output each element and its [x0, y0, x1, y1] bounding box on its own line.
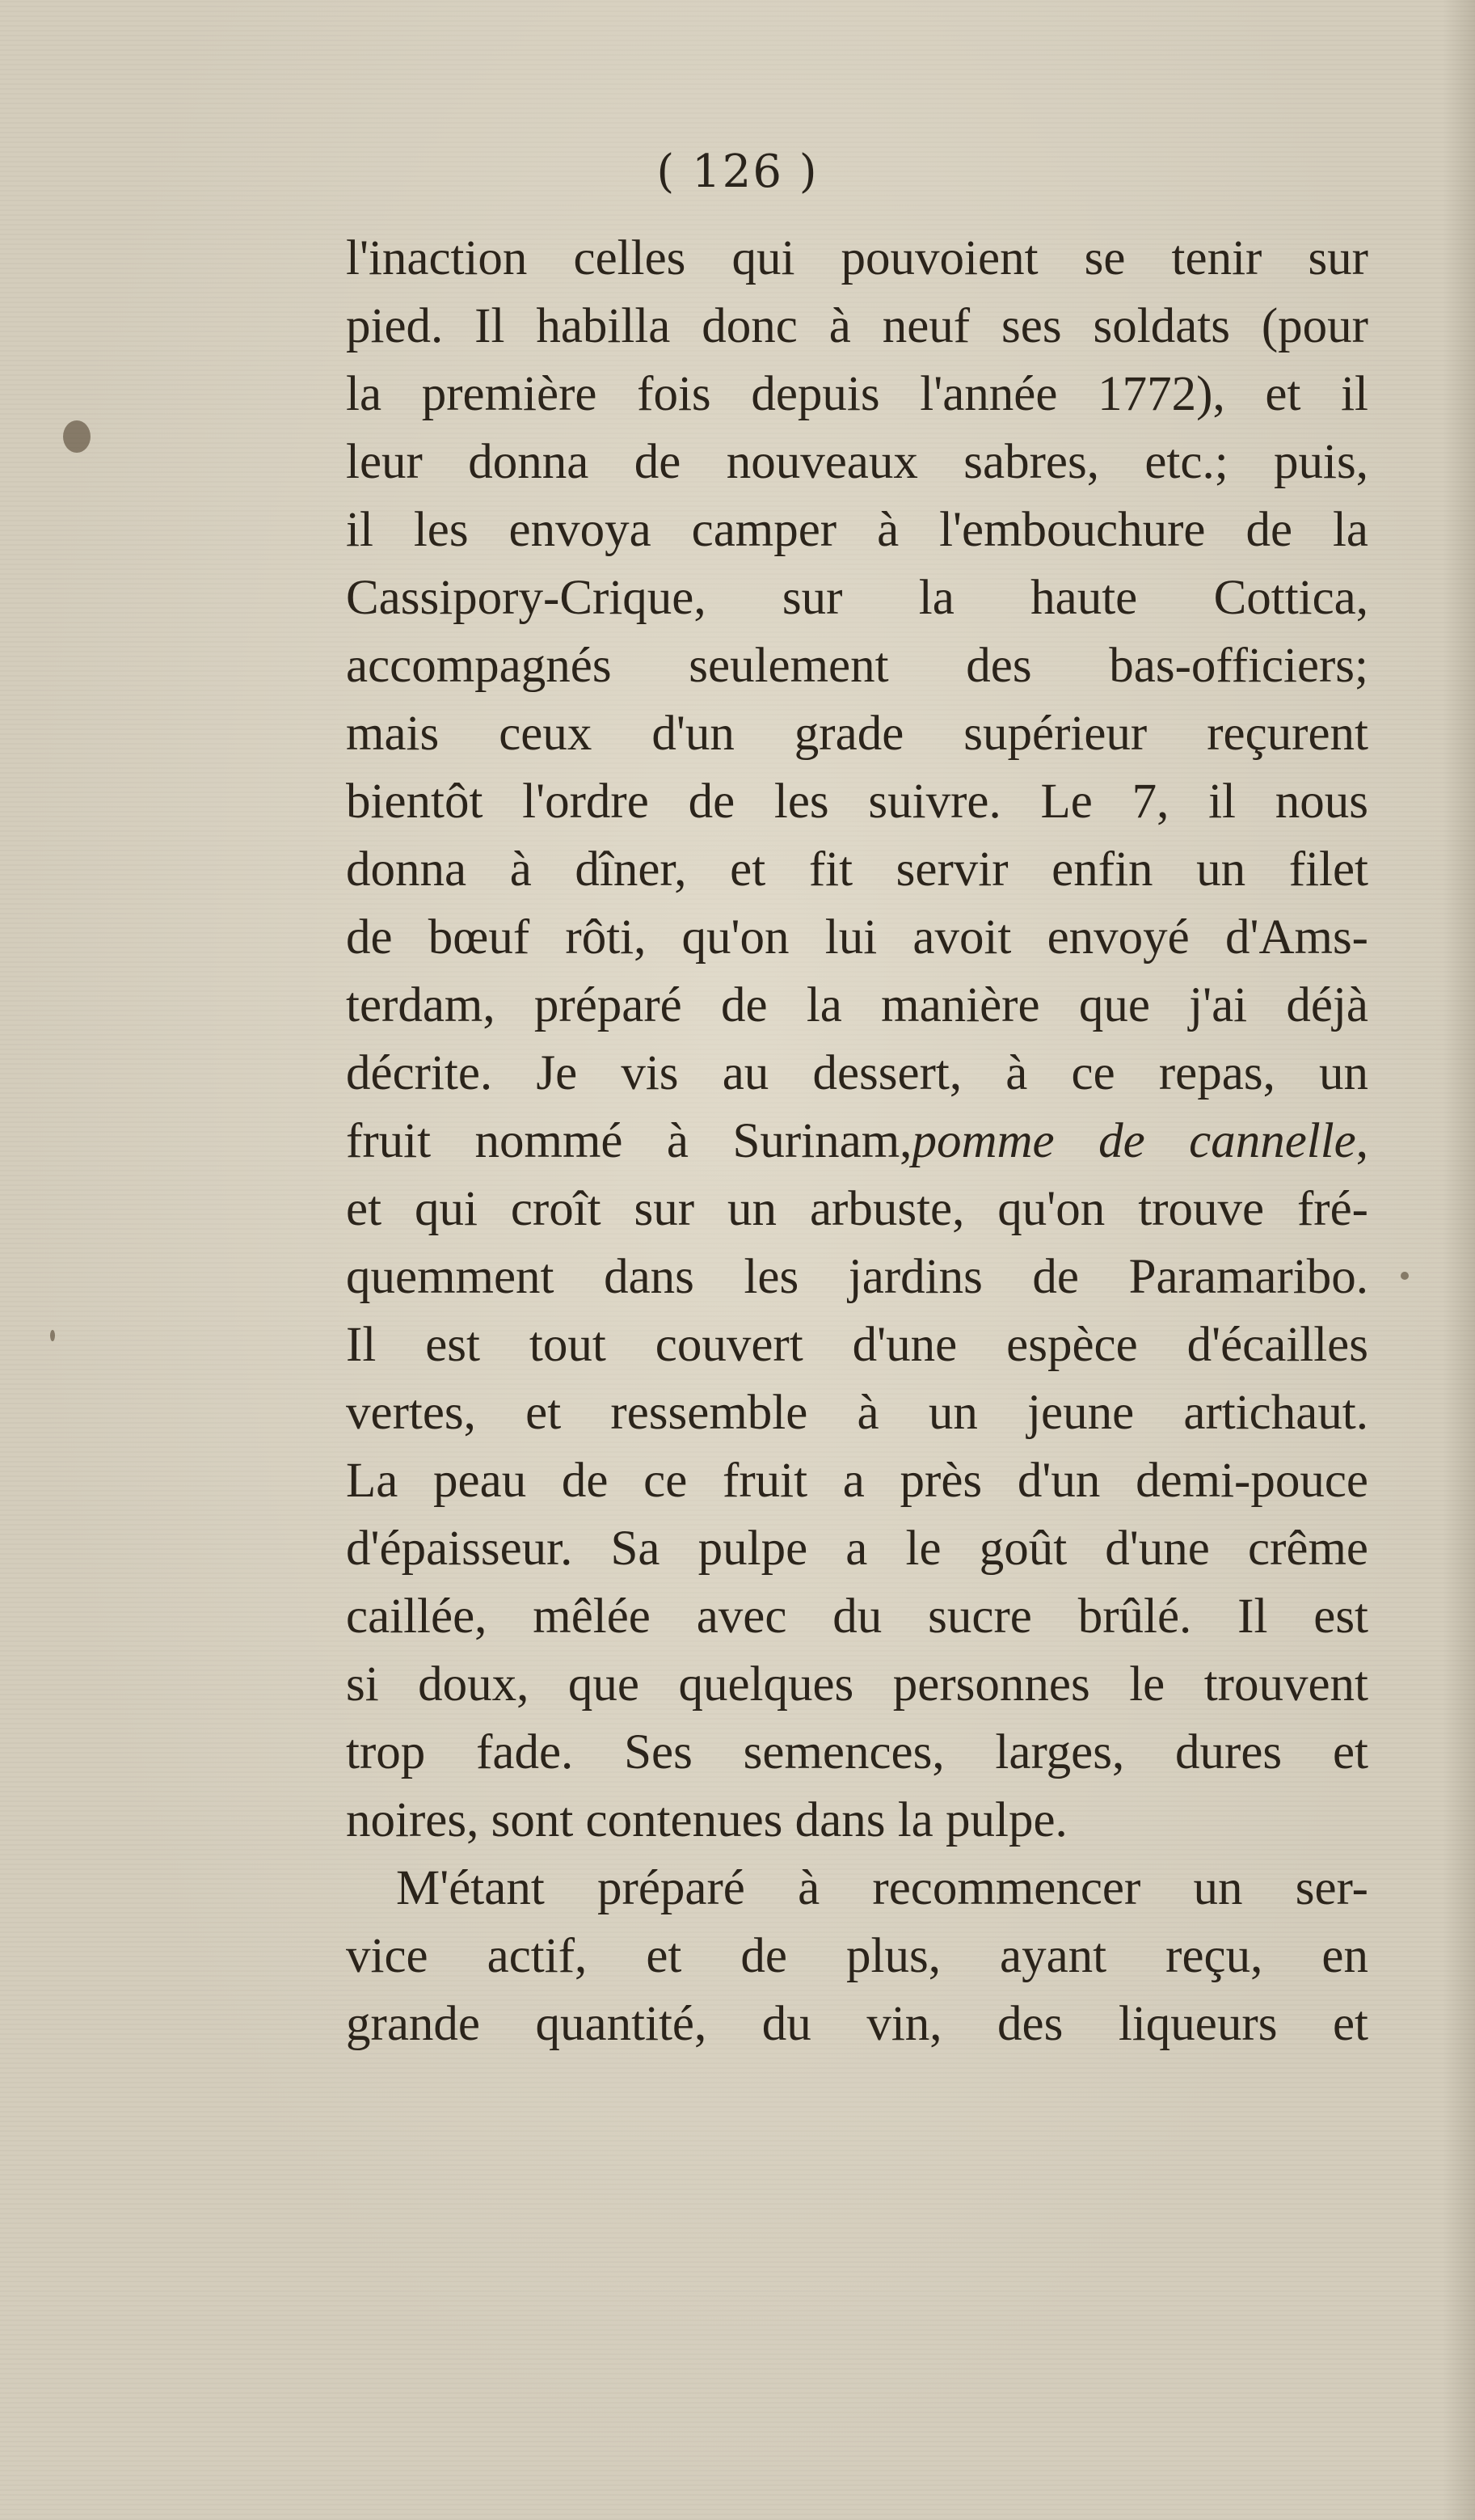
body-text — [346, 225, 1368, 2058]
ink-spot — [50, 1330, 55, 1341]
text-line: La peau de ce fruit a près d'un demi-pouce — [346, 1454, 1368, 1508]
text-line: donna à dîner, et fit servir enfin un filet — [346, 842, 1368, 897]
text-line: trop fade. Ses semences, larges, dures et — [346, 1725, 1368, 1779]
text-line: caillée, mêlée avec du sucre brûlé. Il est — [346, 1589, 1368, 1644]
text-line: pied. Il habilla donc à neuf ses soldats (pour — [346, 299, 1368, 353]
text-line: la première fois depuis l'année 1772), et il — [346, 367, 1368, 421]
text-segment: , — [1355, 1114, 1368, 1168]
text-line: Cassipory-Crique, sur la haute Cottica, — [346, 571, 1368, 625]
text-line: grande quantité, du vin, des liqueurs et — [346, 1997, 1368, 2051]
text-line: vertes, et ressemble à un jeune artichaut. — [346, 1386, 1368, 1440]
text-line: quemment dans les jardins de Paramaribo. — [346, 1250, 1368, 1304]
text-line: M'étant préparé à recommencer un ser- — [396, 1861, 1368, 1915]
italic-term: pomme de cannelle — [912, 1114, 1356, 1168]
text-line: mais ceux d'un grade supérieur reçurent — [346, 707, 1368, 761]
text-line: vice actif, et de plus, ayant reçu, en — [346, 1929, 1368, 1983]
text-line: bientôt l'ordre de les suivre. Le 7, il nous — [346, 775, 1368, 829]
text-line: accompagnés seulement des bas-officiers; — [346, 639, 1368, 693]
text-line: d'épaisseur. Sa pulpe a le goût d'une crême — [346, 1522, 1368, 1576]
page-edge-shadow — [1443, 0, 1475, 2520]
text-line: si doux, que quelques personnes le trouvent — [346, 1657, 1368, 1712]
page-number-header: ( 126 ) — [656, 146, 819, 198]
ink-spot — [63, 420, 91, 453]
text-line: noires, sont contenues dans la pulpe. — [346, 1793, 1068, 1847]
text-line: de bœuf rôti, qu'on lui avoit envoyé d'Ams- — [346, 910, 1368, 965]
ink-spot — [1401, 1272, 1409, 1280]
text-line: Il est tout couvert d'une espèce d'écailles — [346, 1318, 1368, 1372]
text-line: il les envoya camper à l'embouchure de la — [346, 503, 1368, 557]
text-line: l'inaction celles qui pouvoient se tenir sur — [346, 231, 1368, 285]
text-line: leur donna de nouveaux sabres, etc.; puis, — [346, 435, 1368, 489]
text-line: et qui croît sur un arbuste, qu'on trouve fré- — [346, 1182, 1368, 1236]
text-line-with-italic — [346, 1108, 1368, 1176]
text-segment: fruit nommé à Surinam, — [346, 1114, 912, 1168]
text-line: décrite. Je vis au dessert, à ce repas, un — [346, 1046, 1368, 1100]
text-line: terdam, préparé de la manière que j'ai déjà — [346, 978, 1368, 1032]
